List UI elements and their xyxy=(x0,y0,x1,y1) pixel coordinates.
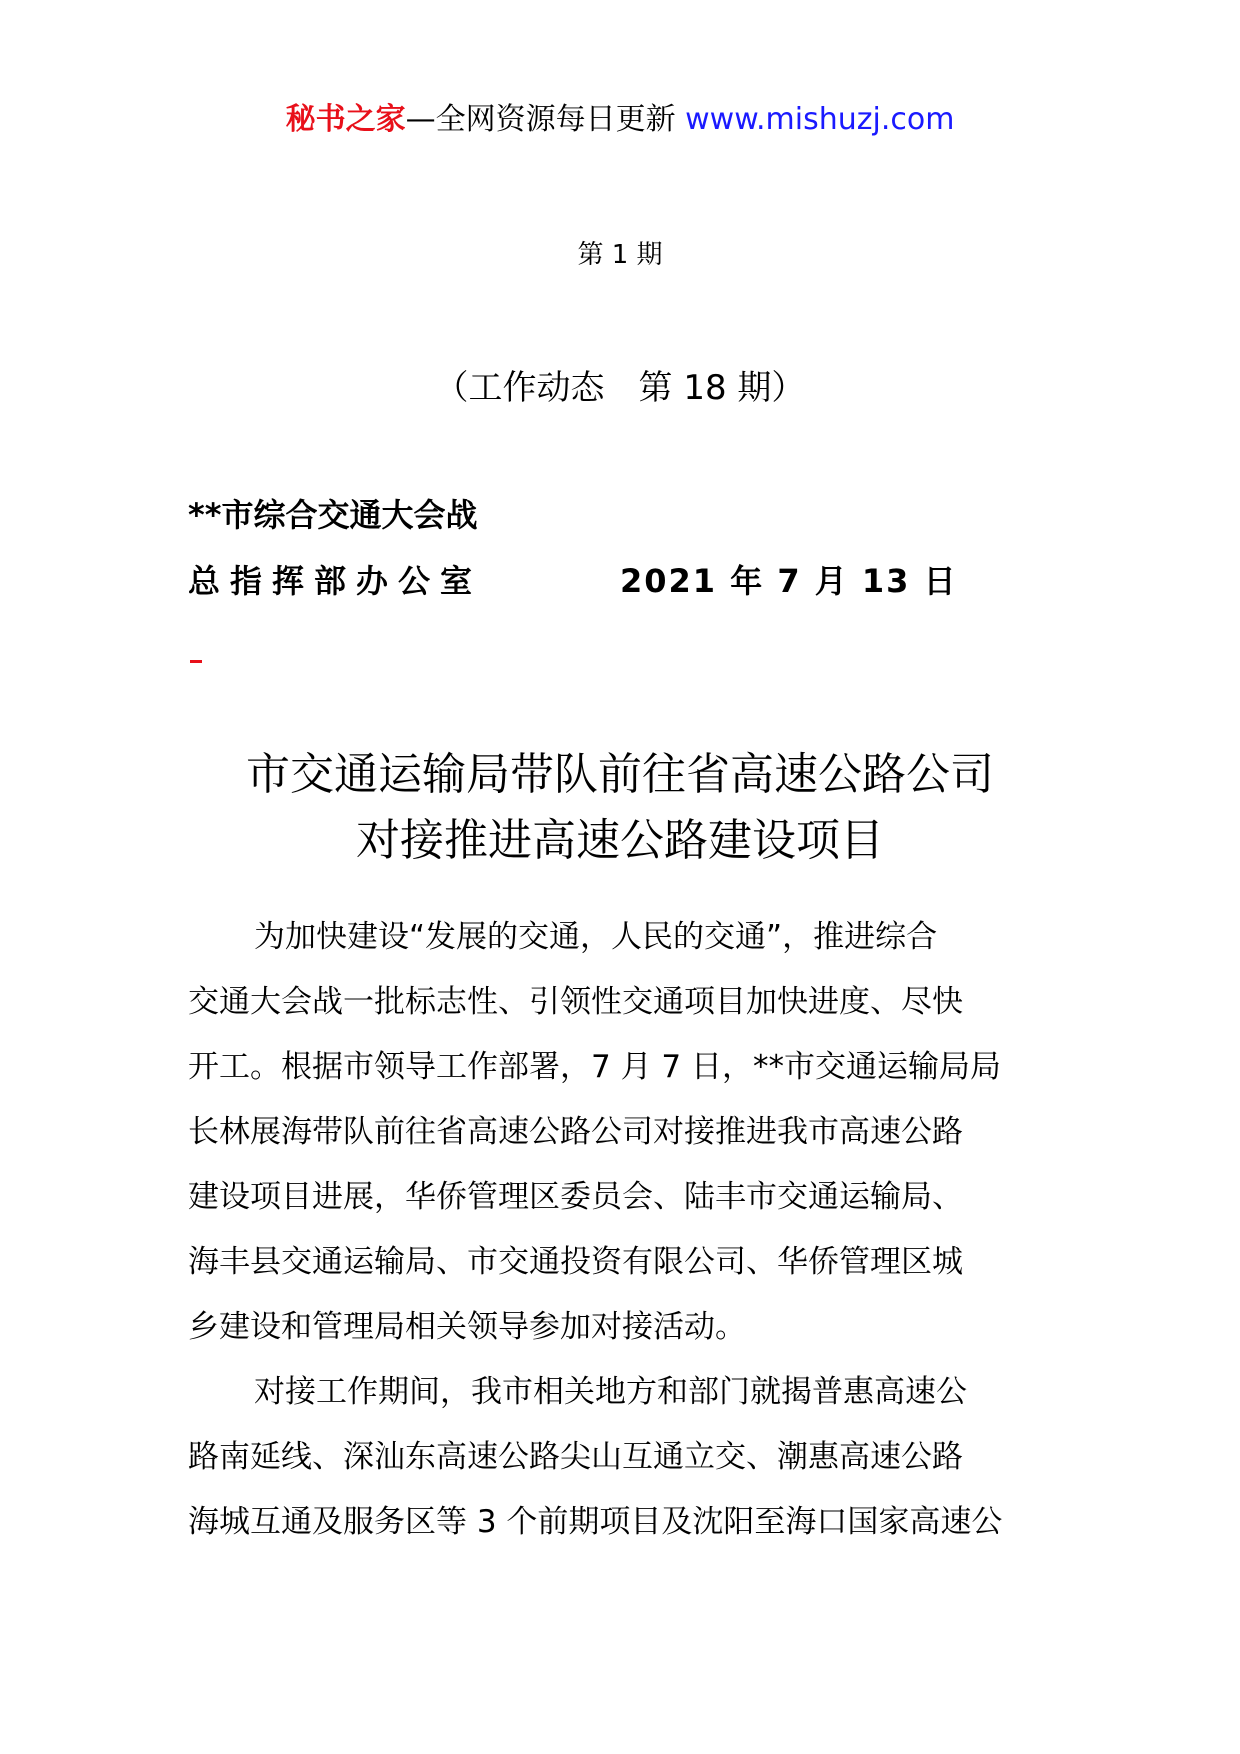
paragraph-1-line: 乡建设和管理局相关领导参加对接活动。 xyxy=(188,1309,746,1345)
org-name-line1: **市综合交通大会战 xyxy=(188,496,478,534)
paragraph-1-line: 交通大会战一批标志性、引领性交通项目加快进度、尽快 xyxy=(188,984,963,1020)
issue-number: 第 1 期 xyxy=(577,240,663,270)
banner-url-link[interactable]: www.mishuzj.com xyxy=(685,102,955,137)
issue-date: 2021 年 7 月 13 日 xyxy=(620,562,958,600)
paragraph-1-line: 建设项目进展，华侨管理区委员会、陆丰市交通运输局、 xyxy=(188,1179,963,1215)
article-body xyxy=(188,905,1054,1555)
red-divider-mark xyxy=(190,660,202,663)
banner-slogan: —全网资源每日更新 xyxy=(405,102,686,137)
work-issue-title: （工作动态 第 18 期） xyxy=(434,368,806,408)
headline-line-1: 市交通运输局带队前往省高速公路公司 xyxy=(246,749,994,800)
paragraph-2-line: 海城互通及服务区等 3 个前期项目及沈阳至海口国家高速公 xyxy=(188,1504,1003,1540)
headline-line-2: 对接推进高速公路建设项目 xyxy=(356,815,884,866)
paragraph-2-line: 对接工作期间，我市相关地方和部门就揭普惠高速公 xyxy=(254,1374,967,1410)
header-banner xyxy=(0,100,1240,140)
paragraph-1-line: 长林展海带队前往省高速公路公司对接推进我市高速公路 xyxy=(188,1114,963,1150)
banner-brand: 秘书之家 xyxy=(285,102,406,137)
paragraph-2-line: 路南延线、深汕东高速公路尖山互通立交、潮惠高速公路 xyxy=(188,1439,963,1475)
paragraph-1-line: 开工。根据市领导工作部署，7 月 7 日，**市交通运输局局 xyxy=(188,1049,1002,1085)
paragraph-1-line: 为加快建设“发展的交通，人民的交通”，推进综合 xyxy=(254,919,938,955)
article-headline xyxy=(0,742,1240,874)
paragraph-1-line: 海丰县交通运输局、市交通投资有限公司、华侨管理区城 xyxy=(188,1244,963,1280)
org-name-line2: 总指挥部办公室 xyxy=(188,562,483,600)
